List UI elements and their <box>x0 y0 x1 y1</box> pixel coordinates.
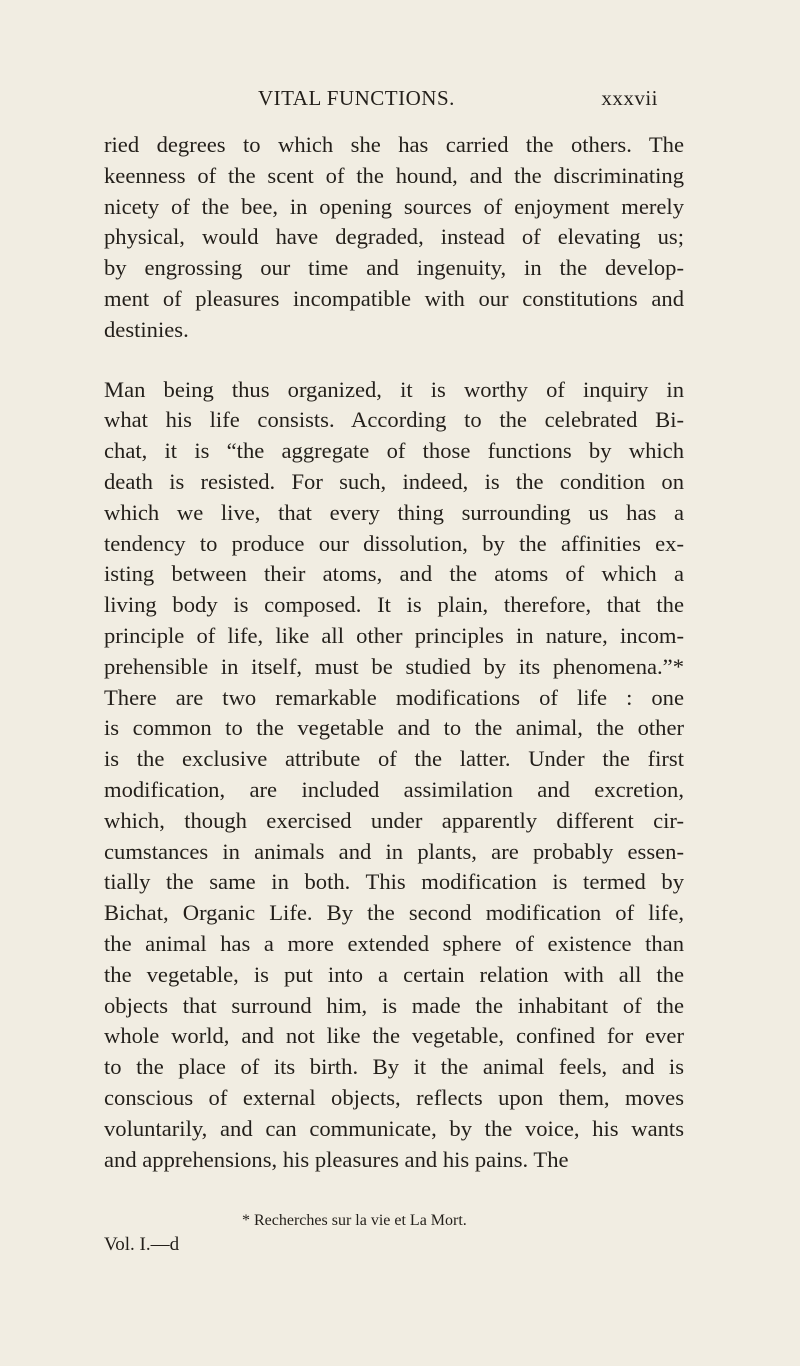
paragraph <box>104 375 684 1176</box>
text-line: prehensible in itself, must be studied by its phenomena.”* <box>104 653 684 679</box>
text-line: living body is composed. It is plain, therefore, that the <box>104 592 684 618</box>
body-text <box>104 130 684 1175</box>
text-line: the animal has a more extended sphere of existence than <box>104 930 684 956</box>
text-line: modification, are included assimilation and excretion, <box>104 776 684 802</box>
text-line: nicety of the bee, in opening sources of enjoyment merely <box>104 193 684 219</box>
running-title: VITAL FUNCTIONS. <box>258 86 455 110</box>
text-line: Bichat, Organic Life. By the second modification of life, <box>104 900 684 926</box>
text-line: by engrossing our time and ingenuity, in the develop- <box>104 255 684 281</box>
text-line: There are two remarkable modifications of life : one <box>104 684 684 710</box>
text-line: tially the same in both. This modification is termed by <box>104 869 684 895</box>
text-line: voluntarily, and can communicate, by the voice, his wants <box>104 1115 684 1141</box>
volume-signature: Vol. I.—d <box>104 1234 180 1255</box>
text-line: ried degrees to which she has carried the others. The <box>104 132 684 157</box>
text-line: and apprehensions, his pleasures and his pains. The <box>104 1146 569 1172</box>
text-line: principle of life, like all other principles in nature, incom- <box>104 622 684 648</box>
text-line: physical, would have degraded, instead of elevating us; <box>104 224 684 250</box>
paragraph-gap <box>104 346 684 375</box>
text-line: the vegetable, is put into a certain relation with all the <box>104 961 684 987</box>
text-line: to the place of its birth. By it the animal feels, and is <box>104 1054 684 1080</box>
text-line: ment of pleasures incompatible with our constitutions and <box>104 285 684 311</box>
text-line: cumstances in animals and in plants, are probably essen- <box>104 838 684 864</box>
page-number: xxxvii <box>601 86 658 110</box>
text-line: Man being thus organized, it is worthy of inquiry in <box>104 376 684 402</box>
footnote: * Recherches sur la vie et La Mort. <box>242 1212 467 1229</box>
text-line: conscious of external objects, reflects upon them, moves <box>104 1084 684 1110</box>
text-line: which we live, that every thing surrounding us has a <box>104 499 684 525</box>
text-line: isting between their atoms, and the atoms of which a <box>104 561 684 587</box>
text-line: what his life consists. According to the celebrated Bi- <box>104 407 684 433</box>
paragraph <box>104 130 684 346</box>
text-line: is common to the vegetable and to the animal, the other <box>104 715 684 741</box>
text-line: which, though exercised under apparently different cir- <box>104 807 684 833</box>
text-line: keenness of the scent of the hound, and the discriminating <box>104 162 684 188</box>
text-line: is the exclusive attribute of the latter. Under the first <box>104 746 684 772</box>
text-line: whole world, and not like the vegetable, confined for ever <box>104 1023 684 1049</box>
text-line: tendency to produce our dissolution, by the affinities ex- <box>104 530 684 556</box>
text-line: death is resisted. For such, indeed, is the condition on <box>104 468 684 494</box>
text-line: objects that surround him, is made the inhabitant of the <box>104 992 684 1018</box>
text-line: chat, it is “the aggregate of those functions by which <box>104 438 684 464</box>
page-header <box>258 86 658 116</box>
text-line: destinies. <box>104 316 189 342</box>
